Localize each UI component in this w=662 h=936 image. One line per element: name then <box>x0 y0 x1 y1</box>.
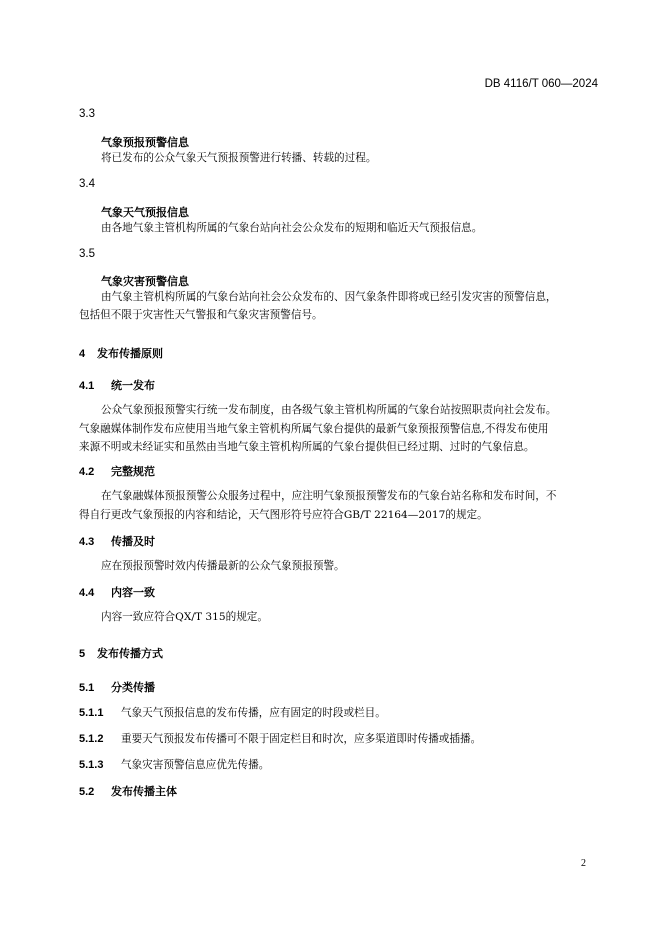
clause-item <box>79 757 599 772</box>
subsection-number: 4.1 <box>79 380 95 392</box>
term-title: 气象灾害预警信息 <box>101 275 189 288</box>
clause-item <box>79 731 599 746</box>
term-definition: 将已发布的公众气象天气预报预警进行转播、转载的过程。 <box>101 152 377 164</box>
term-number: 3.3 <box>79 108 95 120</box>
subsection-number: 5.1 <box>79 682 95 694</box>
document-id-header: DB 4116/T 060—2024 <box>484 78 598 90</box>
clause-number: 5.1.1 <box>79 707 104 719</box>
subsection-heading <box>79 533 599 549</box>
subsection-heading <box>79 377 599 393</box>
term-number: 3.4 <box>79 178 95 190</box>
subsection-title: 分类传播 <box>111 681 155 694</box>
term-definition-line: 由气象主管机构所属的气象台站向社会公众发布的、因气象条件即将或已经引发灾害的预警信息， <box>101 291 557 303</box>
paragraph-line: 内容一致应符合QX/T 315的规定。 <box>101 611 268 623</box>
subsection-number: 5.2 <box>79 786 95 798</box>
subsection-number: 4.4 <box>79 587 95 599</box>
section-title: 发布传播方式 <box>97 647 163 660</box>
subsection-heading <box>79 783 599 799</box>
subsection-heading <box>79 584 599 600</box>
subsection-heading <box>79 463 599 479</box>
subsection-number: 4.3 <box>79 536 95 548</box>
subsection-title: 发布传播主体 <box>111 785 177 798</box>
page-number: 2 <box>581 858 586 869</box>
subsection-title: 内容一致 <box>111 586 155 599</box>
section-number: 5 <box>79 648 86 660</box>
section-heading <box>79 345 599 361</box>
subsection-number: 4.2 <box>79 466 95 478</box>
clause-text: 气象灾害预警信息应优先传播。 <box>121 759 270 771</box>
clause-item <box>79 705 599 720</box>
term-definition: 由各地气象主管机构所属的气象台站向社会公众发布的短期和临近天气预报信息。 <box>101 222 483 234</box>
section-title: 发布传播原则 <box>97 347 163 360</box>
term-title: 气象天气预报信息 <box>101 206 189 219</box>
paragraph-line: 公众气象预报预警实行统一发布制度，由各级气象主管机构所属的气象台站按照职责向社会发布。 <box>101 404 557 416</box>
section-number: 4 <box>79 348 86 360</box>
term-title: 气象预报预警信息 <box>101 136 189 149</box>
section-heading <box>79 645 599 661</box>
clause-text: 气象天气预报信息的发布传播，应有固定的时段或栏目。 <box>121 707 386 719</box>
subsection-title: 完整规范 <box>111 465 155 478</box>
clause-text: 重要天气预报发布传播可不限于固定栏目和时次，应多渠道即时传播或插播。 <box>121 733 482 745</box>
term-number: 3.5 <box>79 248 95 260</box>
paragraph-line: 得自行更改气象预报的内容和结论，天气图形符号应符合GB/T 22164—2017的规定。 <box>79 509 488 521</box>
subsection-title: 传播及时 <box>111 535 155 548</box>
clause-number: 5.1.2 <box>79 733 104 745</box>
subsection-heading <box>79 679 599 695</box>
clause-number: 5.1.3 <box>79 759 104 771</box>
paragraph-line: 来源不明或未经证实和虽然由当地气象主管机构所属的气象台提供但已经过期、过时的气象信息。 <box>79 441 535 453</box>
subsection-title: 统一发布 <box>111 379 155 392</box>
paragraph-line: 气象融媒体制作发布应使用当地气象主管机构所属气象台提供的最新气象预报预警信息,不得发布使用 <box>79 423 549 435</box>
paragraph-line: 在气象融媒体预报预警公众服务过程中，应注明气象预报预警发布的气象台站名称和发布时间，不 <box>101 490 557 502</box>
paragraph-line: 应在预报预警时效内传播最新的公众气象预报预警。 <box>101 560 345 572</box>
term-definition-line: 包括但不限于灾害性天气警报和气象灾害预警信号。 <box>79 309 323 321</box>
